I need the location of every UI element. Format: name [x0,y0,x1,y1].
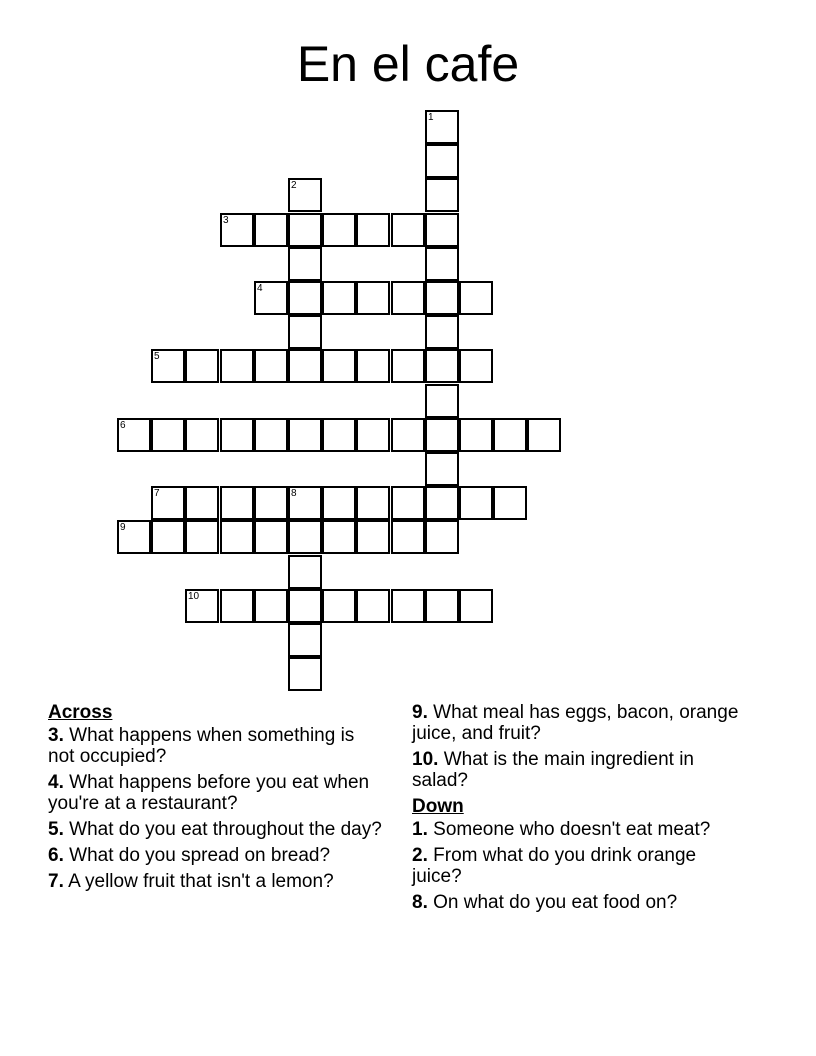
grid-cell[interactable] [391,520,425,554]
clue-number: 10. [412,749,439,770]
grid-cell[interactable] [322,486,356,520]
cell-number: 5 [154,351,160,362]
clue-number: 6. [48,845,64,866]
grid-cell[interactable] [117,418,151,452]
grid-cell[interactable] [425,486,459,520]
grid-cell[interactable] [425,349,459,383]
clue-number: 3. [48,725,64,746]
grid-cell[interactable] [220,589,254,623]
grid-cell[interactable] [288,418,322,452]
grid-cell[interactable] [322,418,356,452]
cell-number: 2 [291,180,297,191]
grid-cell[interactable] [288,213,322,247]
grid-cell[interactable] [254,589,288,623]
page-title: En el cafe [296,36,520,92]
grid-cell[interactable] [254,520,288,554]
cell-number: 8 [291,488,297,499]
grid-cell[interactable] [356,418,390,452]
clues-column-left [48,702,383,897]
down-clue-2 [412,845,747,887]
clue-text: What is the main ingredient in salad? [412,749,694,791]
across-heading: Across [48,702,113,723]
across-clue-6 [48,845,383,866]
grid-cell[interactable] [288,657,322,691]
clue-text: From what do you drink orange juice? [412,845,697,887]
clue-text: What do you eat throughout the day? [69,819,382,840]
grid-cell[interactable] [185,589,219,623]
clue-text: What happens when something is not occupied? [48,725,355,767]
grid-cell[interactable] [322,520,356,554]
grid-cell[interactable] [185,486,219,520]
clue-number: 7. [48,871,64,892]
grid-cell[interactable] [356,589,390,623]
grid-cell[interactable] [254,486,288,520]
grid-cell[interactable] [288,349,322,383]
grid-cell[interactable] [391,349,425,383]
grid-cell[interactable] [220,213,254,247]
grid-cell[interactable] [391,418,425,452]
grid-cell[interactable] [254,418,288,452]
clue-text: What do you spread on bread? [69,845,331,866]
grid-cell[interactable] [425,384,459,418]
clues-column-right [412,702,747,918]
grid-cell[interactable] [254,213,288,247]
grid-cell[interactable] [288,555,322,589]
grid-cell[interactable] [151,418,185,452]
across-clue-3 [48,725,383,767]
grid-cell[interactable] [425,452,459,486]
grid-cell[interactable] [254,281,288,315]
cell-number: 9 [120,522,126,533]
grid-cell[interactable] [459,486,493,520]
down-clue-8 [412,892,747,913]
grid-cell[interactable] [356,349,390,383]
grid-cell[interactable] [322,281,356,315]
grid-cell[interactable] [322,213,356,247]
grid-cell[interactable] [391,213,425,247]
grid-cell[interactable] [391,281,425,315]
grid-cell[interactable] [425,144,459,178]
cell-number: 1 [428,112,434,123]
grid-cell[interactable] [288,589,322,623]
grid-cell[interactable] [425,520,459,554]
grid-cell[interactable] [425,110,459,144]
grid-cell[interactable] [288,520,322,554]
grid-cell[interactable] [356,486,390,520]
clue-text: On what do you eat food on? [433,892,678,913]
grid-cell[interactable] [459,281,493,315]
grid-cell[interactable] [220,349,254,383]
grid-cell[interactable] [425,178,459,212]
clue-number: 5. [48,819,64,840]
grid-cell[interactable] [459,349,493,383]
grid-cell[interactable] [185,520,219,554]
grid-cell[interactable] [151,486,185,520]
grid-cell[interactable] [220,418,254,452]
grid-cell[interactable] [459,589,493,623]
down-clue-1 [412,819,747,840]
grid-cell[interactable] [425,418,459,452]
clue-number: 2. [412,845,428,866]
grid-cell[interactable] [391,486,425,520]
grid-cell[interactable] [425,213,459,247]
grid-cell[interactable] [288,178,322,212]
grid-cell[interactable] [254,349,288,383]
grid-cell[interactable] [288,281,322,315]
clue-number: 4. [48,772,64,793]
grid-cell[interactable] [425,589,459,623]
clue-text: A yellow fruit that isn't a lemon? [68,871,334,892]
across-clue-7 [48,871,383,892]
across-clue-10 [412,749,747,791]
grid-cell[interactable] [220,520,254,554]
across-clue-4 [48,772,383,814]
cell-number: 7 [154,488,160,499]
grid-cell[interactable] [391,589,425,623]
clue-number: 8. [412,892,428,913]
clue-text: Someone who doesn't eat meat? [433,819,711,840]
grid-cell[interactable] [493,486,527,520]
grid-cell[interactable] [185,349,219,383]
grid-cell[interactable] [459,418,493,452]
clue-text: What happens before you eat when you're at a restaurant? [48,772,370,814]
cell-number: 4 [257,283,263,294]
down-heading: Down [412,796,464,817]
across-clue-9 [412,702,747,744]
cell-number: 6 [120,420,126,431]
grid-cell[interactable] [220,486,254,520]
across-clue-5 [48,819,383,840]
clue-text: What meal has eggs, bacon, orange juice, and fruit? [412,702,739,744]
grid-cell[interactable] [288,486,322,520]
grid-cell[interactable] [493,418,527,452]
grid-cell[interactable] [185,418,219,452]
grid-cell[interactable] [356,213,390,247]
grid-cell[interactable] [356,281,390,315]
grid-cell[interactable] [425,247,459,281]
grid-cell[interactable] [288,623,322,657]
grid-cell[interactable] [322,589,356,623]
grid-cell[interactable] [425,315,459,349]
grid-cell[interactable] [527,418,561,452]
grid-cell[interactable] [288,247,322,281]
cell-number: 3 [223,215,229,226]
grid-cell[interactable] [288,315,322,349]
grid-cell[interactable] [356,520,390,554]
grid-cell[interactable] [151,520,185,554]
clue-number: 9. [412,702,428,723]
grid-cell[interactable] [322,349,356,383]
grid-cell[interactable] [425,281,459,315]
grid-cell[interactable] [117,520,151,554]
cell-number: 10 [188,591,200,602]
clue-number: 1. [412,819,428,840]
grid-cell[interactable] [151,349,185,383]
